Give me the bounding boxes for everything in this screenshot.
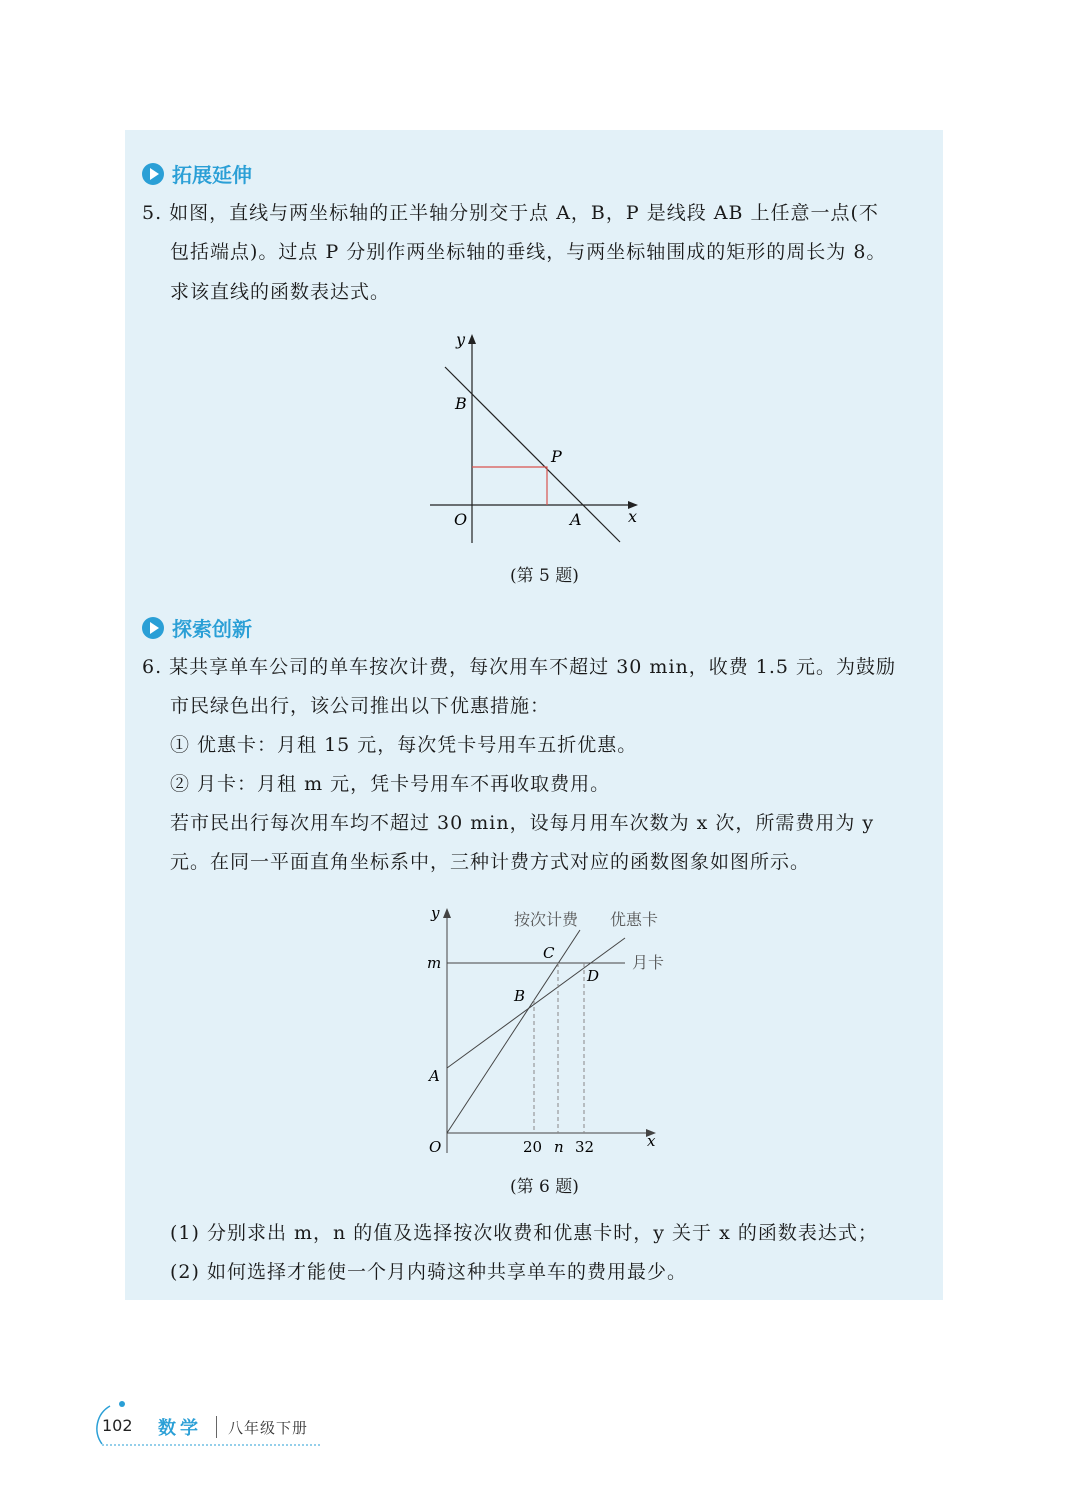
section-title: 拓展延伸	[172, 163, 252, 187]
problem6-line3: ① 优惠卡：月租 15 元，每次凭卡号用车五折优惠。	[170, 734, 638, 756]
rectangle-p	[472, 467, 547, 505]
play-icon	[142, 163, 164, 185]
problem5-line2: 包括端点)。过点 P 分别作两坐标轴的垂线，与两坐标轴围成的矩形的周长为 8。	[170, 241, 887, 263]
problem6-line5: 若市民出行每次用车均不超过 30 min，设每月用车次数为 x 次，所需费用为 y	[170, 812, 875, 834]
label-b: B	[455, 394, 467, 413]
play-icon	[142, 617, 164, 639]
tick-20: 20	[523, 1138, 543, 1156]
problem6-line2: 市民绿色出行，该公司推出以下优惠措施：	[170, 695, 551, 717]
legend-discount: 优惠卡	[610, 910, 659, 929]
line-per-ride	[447, 930, 580, 1133]
figure-6	[420, 900, 680, 1160]
caption-5: (第 5 题)	[510, 566, 579, 586]
subject-name: 数学	[158, 1418, 202, 1439]
section-title: 探索创新	[172, 617, 252, 641]
label-a: A	[570, 510, 582, 529]
y-axis-arrow	[468, 334, 476, 344]
question-2: (2) 如何选择才能使一个月内骑这种共享单车的费用最少。	[170, 1261, 687, 1283]
question-1: (1) 分别求出 m，n 的值及选择按次收费和优惠卡时，y 关于 x 的函数表达式；	[170, 1222, 878, 1244]
line-ab	[445, 367, 620, 542]
label-o: O	[429, 1138, 442, 1156]
problem6-line6: 元。在同一平面直角坐标系中，三种计费方式对应的函数图象如图所示。	[170, 851, 811, 873]
line-discount-card	[447, 938, 625, 1068]
label-y: y	[456, 330, 466, 349]
label-x: x	[628, 507, 638, 526]
label-p: P	[551, 447, 562, 466]
label-o: O	[454, 510, 468, 529]
problem6-line1: 6. 某共享单车公司的单车按次计费，每次用车不超过 30 min，收费 1.5 元。为鼓励	[142, 656, 897, 678]
page-number: 102	[102, 1416, 133, 1435]
section-header-innovation	[142, 613, 252, 642]
label-x: x	[647, 1132, 656, 1150]
figure-5	[420, 325, 650, 550]
problem5-line1: 5. 如图，直线与两坐标轴的正半轴分别交于点 A，B，P 是线段 AB 上任意一点(不	[142, 202, 879, 224]
label-d: D	[587, 967, 600, 985]
caption-6: (第 6 题)	[510, 1177, 579, 1197]
legend-per-ride: 按次计费	[514, 910, 579, 929]
tick-32: 32	[575, 1138, 595, 1156]
problem6-line4: ② 月卡：月租 m 元，凭卡号用车不再收取费用。	[170, 773, 611, 795]
label-m: m	[427, 954, 442, 972]
problem5-line3: 求该直线的函数表达式。	[170, 281, 391, 303]
label-y: y	[431, 904, 440, 922]
y-axis-arrow	[443, 908, 451, 918]
tick-n: n	[554, 1138, 564, 1156]
grade-name: 八年级下册	[228, 1419, 309, 1437]
label-a: A	[429, 1067, 440, 1085]
footer-divider	[216, 1416, 217, 1438]
label-b: B	[514, 987, 526, 1005]
label-c: C	[543, 944, 555, 962]
legend-monthly: 月卡	[632, 953, 665, 972]
section-header-extension	[142, 159, 252, 188]
